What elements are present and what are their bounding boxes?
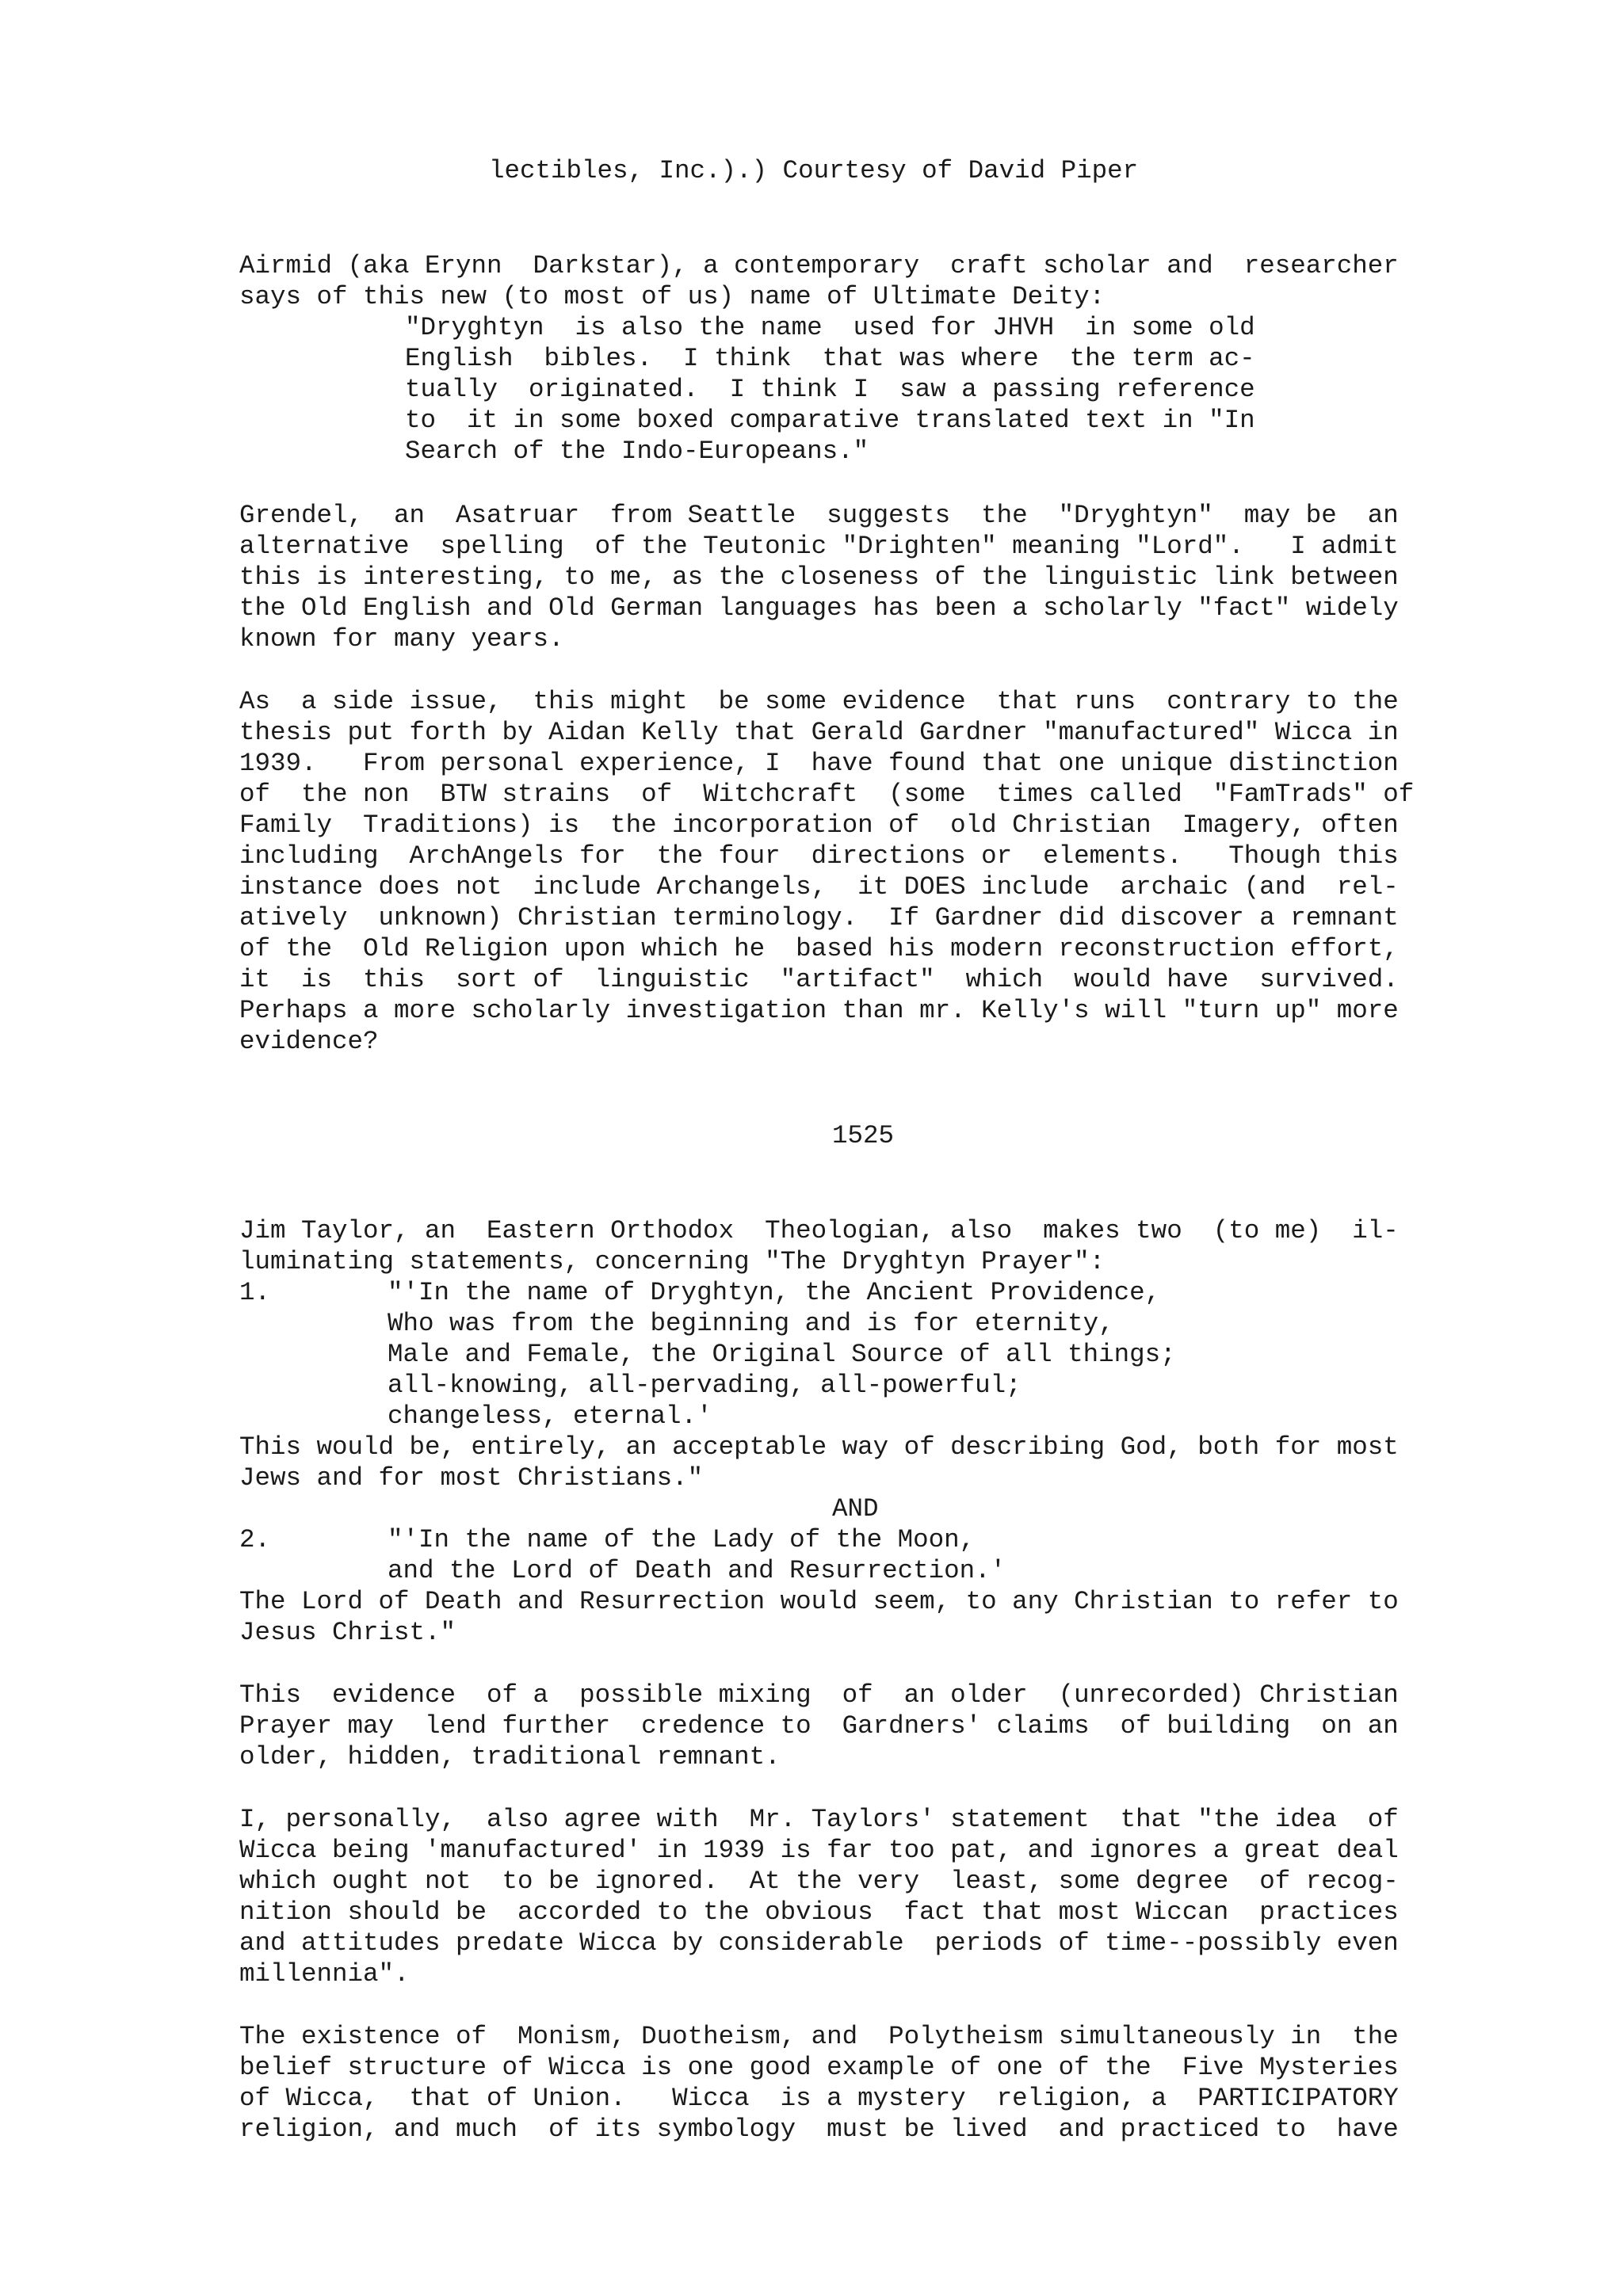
quote-line: to it in some boxed comparative translated text in "In bbox=[405, 406, 1255, 435]
text-line: says of this new (to most of us) name of Ultimate Deity: bbox=[239, 282, 1106, 311]
text-line: of the non BTW strains of Witchcraft (some times called "FamTrads" of bbox=[239, 780, 1415, 809]
text-line: which ought not to be ignored. At the very least, some degree of recog- bbox=[239, 1867, 1399, 1896]
text-line: belief structure of Wicca is one good example of one of the Five Mysteries bbox=[239, 2053, 1399, 2082]
quote-line: and the Lord of Death and Resurrection.' bbox=[388, 1556, 1006, 1585]
text-line: this is interesting, to me, as the closeness of the linguistic link between bbox=[239, 563, 1399, 592]
header-line: lectibles, Inc.).) Courtesy of David Piper bbox=[489, 156, 1139, 185]
item-number: 2. bbox=[239, 1525, 271, 1554]
quote-line: tually originated. I think I saw a passing reference bbox=[405, 375, 1255, 404]
text-line: Jim Taylor, an Eastern Orthodox Theologian, also makes two (to me) il- bbox=[239, 1216, 1399, 1245]
text-line: Perhaps a more scholarly investigation than mr. Kelly's will "turn up" more bbox=[239, 996, 1399, 1025]
text-line: atively unknown) Christian terminology. If Gardner did discover a remnant bbox=[239, 903, 1399, 933]
text-line: known for many years. bbox=[239, 624, 564, 654]
quote-line: English bibles. I think that was where the term ac- bbox=[405, 344, 1255, 373]
quote-line: "'In the name of the Lady of the Moon, bbox=[388, 1525, 976, 1554]
text-line: Grendel, an Asatruar from Seattle suggests the "Dryghtyn" may be an bbox=[239, 501, 1399, 530]
text-line: The existence of Monism, Duotheism, and Polytheism simultaneously in the bbox=[239, 2022, 1399, 2051]
text-line: luminating statements, concerning "The Dryghtyn Prayer": bbox=[239, 1247, 1106, 1276]
text-line: 1939. From personal experience, I have found that one unique distinction bbox=[239, 749, 1399, 778]
text-line: and attitudes predate Wicca by considerable periods of time--possibly even bbox=[239, 1928, 1399, 1958]
text-line: including ArchAngels for the four directions or elements. Though this bbox=[239, 841, 1399, 871]
text-line: The Lord of Death and Resurrection would seem, to any Christian to refer to bbox=[239, 1587, 1399, 1616]
quote-line: "'In the name of Dryghtyn, the Ancient Providence, bbox=[388, 1278, 1161, 1307]
text-line: thesis put forth by Aidan Kelly that Gerald Gardner "manufactured" Wicca in bbox=[239, 718, 1399, 747]
text-line: nition should be accorded to the obvious fact that most Wiccan practices bbox=[239, 1897, 1399, 1927]
text-line: the Old English and Old German languages has been a scholarly "fact" widely bbox=[239, 593, 1399, 623]
text-line: it is this sort of linguistic "artifact" which would have survived. bbox=[239, 965, 1399, 994]
text-line: I, personally, also agree with Mr. Taylors' statement that "the idea of bbox=[239, 1805, 1399, 1834]
text-line: This would be, entirely, an acceptable way of describing God, both for most bbox=[239, 1432, 1399, 1462]
text-line: Family Traditions) is the incorporation of old Christian Imagery, often bbox=[239, 810, 1399, 840]
text-line: As a side issue, this might be some evidence that runs contrary to the bbox=[239, 687, 1399, 716]
quote-line: changeless, eternal.' bbox=[388, 1402, 712, 1431]
and-separator: AND bbox=[832, 1494, 879, 1524]
text-line: older, hidden, traditional remnant. bbox=[239, 1742, 781, 1772]
text-line: Prayer may lend further credence to Gardners' claims of building on an bbox=[239, 1711, 1399, 1741]
text-line: Wicca being 'manufactured' in 1939 is far too pat, and ignores a great deal bbox=[239, 1836, 1399, 1865]
text-line: millennia". bbox=[239, 1959, 410, 1989]
text-line: Jesus Christ." bbox=[239, 1618, 456, 1647]
text-line: of the Old Religion upon which he based his modern reconstruction effort, bbox=[239, 934, 1399, 963]
quote-line: Who was from the beginning and is for eternity, bbox=[388, 1309, 1114, 1338]
text-line: instance does not include Archangels, it DOES include archaic (and rel- bbox=[239, 872, 1399, 902]
text-line: Airmid (aka Erynn Darkstar), a contemporary craft scholar and researcher bbox=[239, 251, 1399, 280]
text-line: evidence? bbox=[239, 1027, 379, 1056]
page-number: 1525 bbox=[832, 1121, 895, 1150]
quote-line: all-knowing, all-pervading, all-powerful; bbox=[388, 1371, 1022, 1400]
text-line: of Wicca, that of Union. Wicca is a mystery religion, a PARTICIPATORY bbox=[239, 2084, 1399, 2113]
item-number: 1. bbox=[239, 1278, 271, 1307]
text-line: This evidence of a possible mixing of an older (unrecorded) Christian bbox=[239, 1680, 1399, 1710]
text-line: alternative spelling of the Teutonic "Drighten" meaning "Lord". I admit bbox=[239, 532, 1399, 561]
text-line: Jews and for most Christians." bbox=[239, 1463, 704, 1493]
quote-line: Male and Female, the Original Source of all things; bbox=[388, 1340, 1176, 1369]
quote-line: Search of the Indo-Europeans." bbox=[405, 437, 869, 466]
quote-line: "Dryghtyn is also the name used for JHVH in some old bbox=[405, 313, 1255, 342]
text-line: religion, and much of its symbology must be lived and practiced to have bbox=[239, 2115, 1399, 2144]
